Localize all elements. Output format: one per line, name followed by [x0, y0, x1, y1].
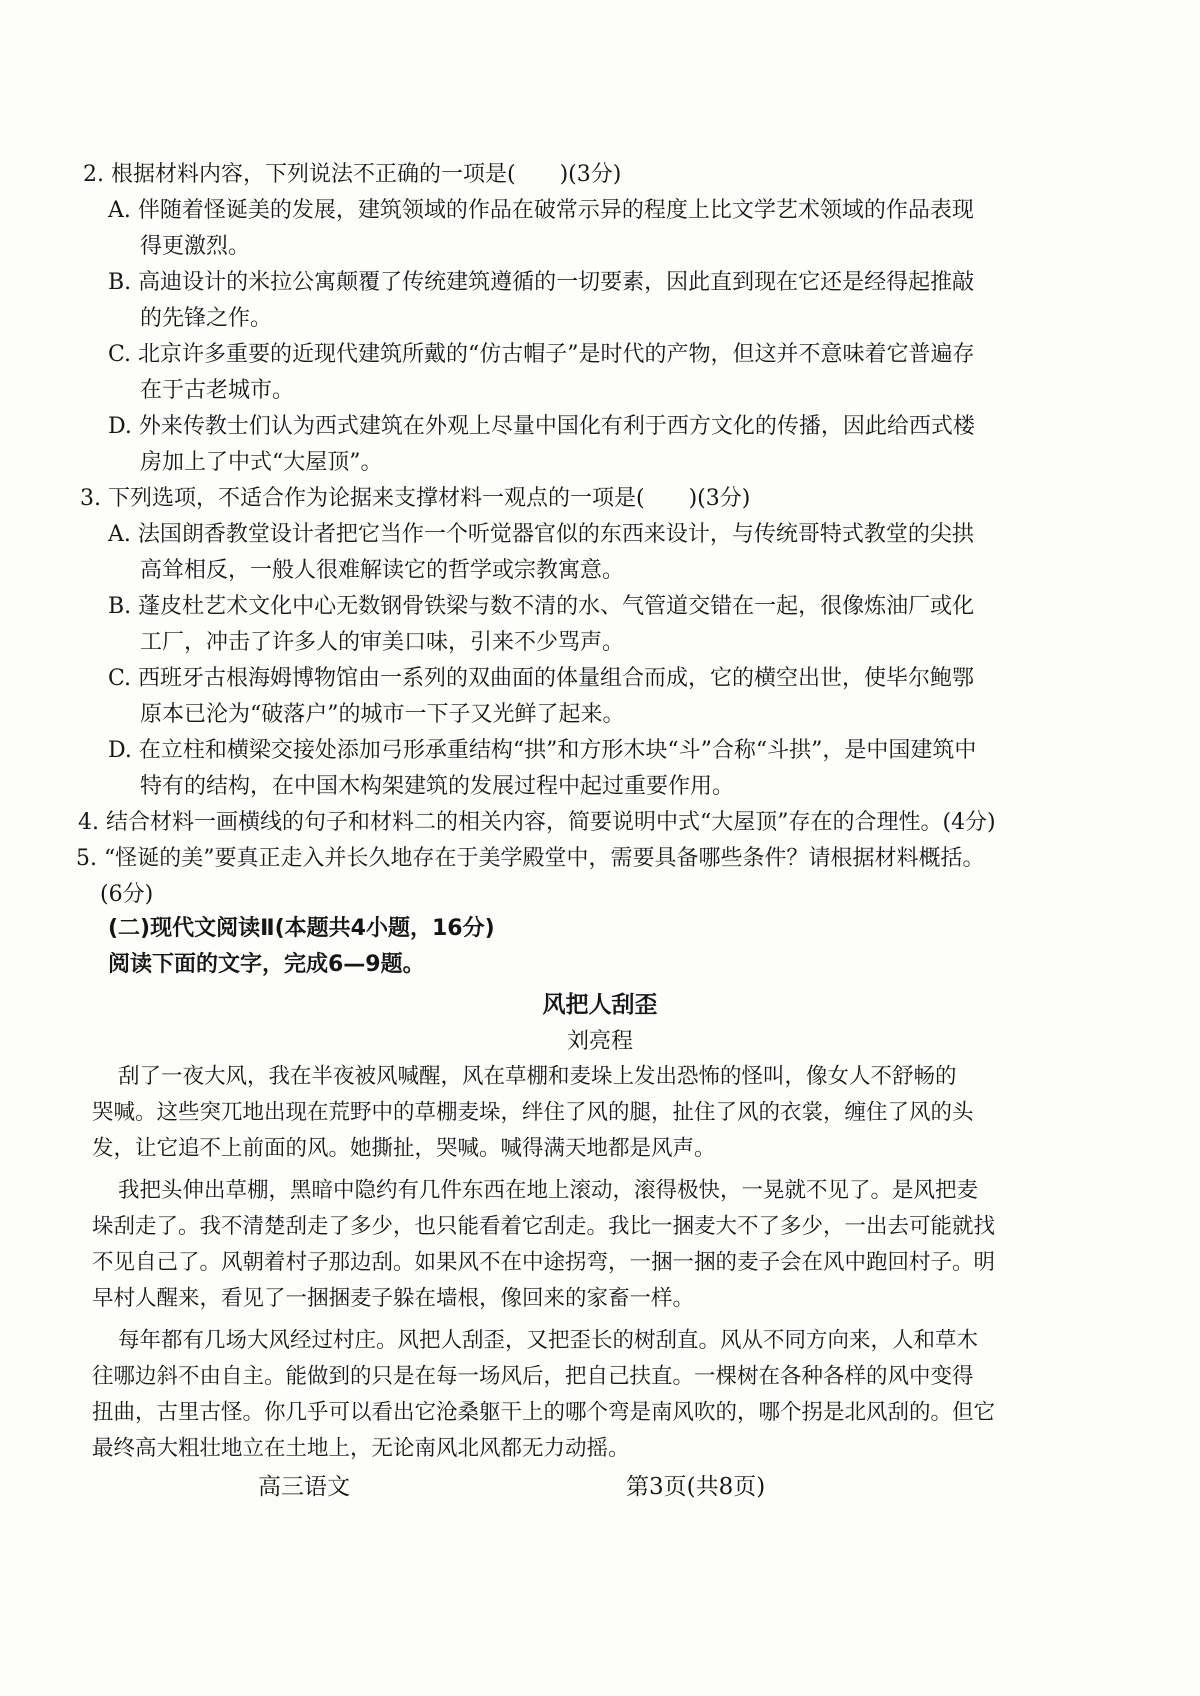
- q2-option-d-line1: D. 外来传教士们认为西式建筑在外观上尽量中国化有利于西方文化的传播，因此给西式楼: [108, 414, 975, 439]
- section-heading: (二)现代文阅读Ⅱ(本题共4小题，16分): [108, 916, 495, 941]
- article-author: 刘亮程: [566, 1029, 633, 1054]
- article-paragraph-3-line4: 最终高大粗壮地立在土地上，无论南风北风都无力动摇。: [92, 1436, 630, 1461]
- q2-option-b-line2: 的先锋之作。: [140, 306, 273, 331]
- q2-option-c-line2: 在于古老城市。: [140, 378, 295, 403]
- question-4: 4. 结合材料一画横线的句子和材料二的相关内容，简要说明中式“大屋顶”存在的合理性。(4分): [78, 810, 996, 835]
- section-instruction: 阅读下面的文字，完成6—9题。: [108, 952, 425, 977]
- article-paragraph-3-line3: 扭曲，古里古怪。你几乎可以看出它沧桑躯干上的哪个弯是南风吹的，哪个拐是北风刮的。但它: [92, 1400, 996, 1425]
- q3-option-c-line2: 原本已沦为“破落户”的城市一下子又光鲜了起来。: [140, 702, 625, 727]
- q3-option-b-line2: 工厂，冲击了许多人的审美口味，引来不少骂声。: [140, 630, 625, 655]
- article-paragraph-1-line3: 发，让它追不上前面的风。她撕扯，哭喊。喊得满天地都是风声。: [92, 1136, 716, 1161]
- q2-option-c-line1: C. 北京许多重要的近现代建筑所戴的“仿古帽子”是时代的产物，但这并不意味着它普遍存: [108, 342, 975, 367]
- article-paragraph-1-line1: 刮了一夜大风，我在半夜被风喊醒，风在草棚和麦垛上发出恐怖的怪叫，像女人不舒畅的: [118, 1064, 957, 1089]
- q3-option-b-line1: B. 蓬皮杜艺术文化中心无数钢骨铁梁与数不清的水、气管道交错在一起，很像炼油厂或化: [108, 594, 975, 619]
- q3-option-d-line2: 特有的结构，在中国木构架建筑的发展过程中起过重要作用。: [140, 774, 735, 799]
- article-paragraph-3-line1: 每年都有几场大风经过村庄。风把人刮歪，又把歪长的树刮直。风从不同方向来，人和草木: [118, 1328, 979, 1353]
- q3-option-a-line1: A. 法国朗香教堂设计者把它当作一个听觉器官似的东西来设计，与传统哥特式教堂的尖拱: [108, 522, 974, 547]
- q2-option-a-line2: 得更激烈。: [140, 234, 251, 259]
- q3-option-a-line2: 高耸相反，一般人很难解读它的哲学或宗教寓意。: [140, 558, 625, 583]
- q2-option-d-line2: 房加上了中式“大屋顶”。: [140, 450, 383, 475]
- question-5-line1: 5. “怪诞的美”要真正走入并长久地存在于美学殿堂中，需要具备哪些条件？请根据材料概括。: [76, 846, 985, 871]
- q2-option-b-line1: B. 高迪设计的米拉公寓颠覆了传统建筑遵循的一切要素，因此直到现在它还是经得起推敲: [108, 270, 975, 295]
- q3-option-c-line1: C. 西班牙古根海姆博物馆由一系列的双曲面的体量组合而成，它的横空出世，使毕尔鲍鄂: [108, 666, 975, 691]
- footer-subject: 高三语文: [258, 1474, 350, 1500]
- article-paragraph-3-line2: 往哪边斜不由自主。能做到的只是在每一场风后，把自己扶直。一棵树在各种各样的风中变得: [92, 1364, 974, 1389]
- question-3-stem: 3. 下列选项，不适合作为论据来支撑材料一观点的一项是( )(3分): [80, 486, 751, 511]
- question-2-stem: 2. 根据材料内容，下列说法不正确的一项是( )(3分): [83, 162, 622, 187]
- footer-page-number: 第3页(共8页): [626, 1474, 766, 1500]
- q2-option-a-line1: A. 伴随着怪诞美的发展，建筑领域的作品在破常示异的程度上比文学艺术领域的作品表现: [108, 198, 974, 223]
- article-paragraph-2-line1: 我把头伸出草棚，黑暗中隐约有几件东西在地上滚动，滚得极快，一晃就不见了。是风把麦: [118, 1178, 979, 1203]
- article-title: 风把人刮歪: [542, 992, 658, 1018]
- article-paragraph-2-line4: 早村人醒来，看见了一捆捆麦子躲在墙根，像回来的家畜一样。: [92, 1286, 695, 1311]
- article-paragraph-2-line2: 垛刮走了。我不清楚刮走了多少，也只能看着它刮走。我比一捆麦大不了多少，一出去可能就找: [92, 1214, 996, 1239]
- article-paragraph-2-line3: 不见自己了。风朝着村子那边刮。如果风不在中途拐弯，一捆一捆的麦子会在风中跑回村子。明: [92, 1250, 996, 1275]
- article-paragraph-1-line2: 哭喊。这些突兀地出现在荒野中的草棚麦垛，绊住了风的腿，扯住了风的衣裳，缠住了风的头: [92, 1100, 974, 1125]
- q3-option-d-line1: D. 在立柱和横梁交接处添加弓形承重结构“拱”和方形木块“斗”合称“斗拱”，是中国建筑中: [108, 738, 977, 763]
- question-5-line2: (6分): [100, 882, 154, 907]
